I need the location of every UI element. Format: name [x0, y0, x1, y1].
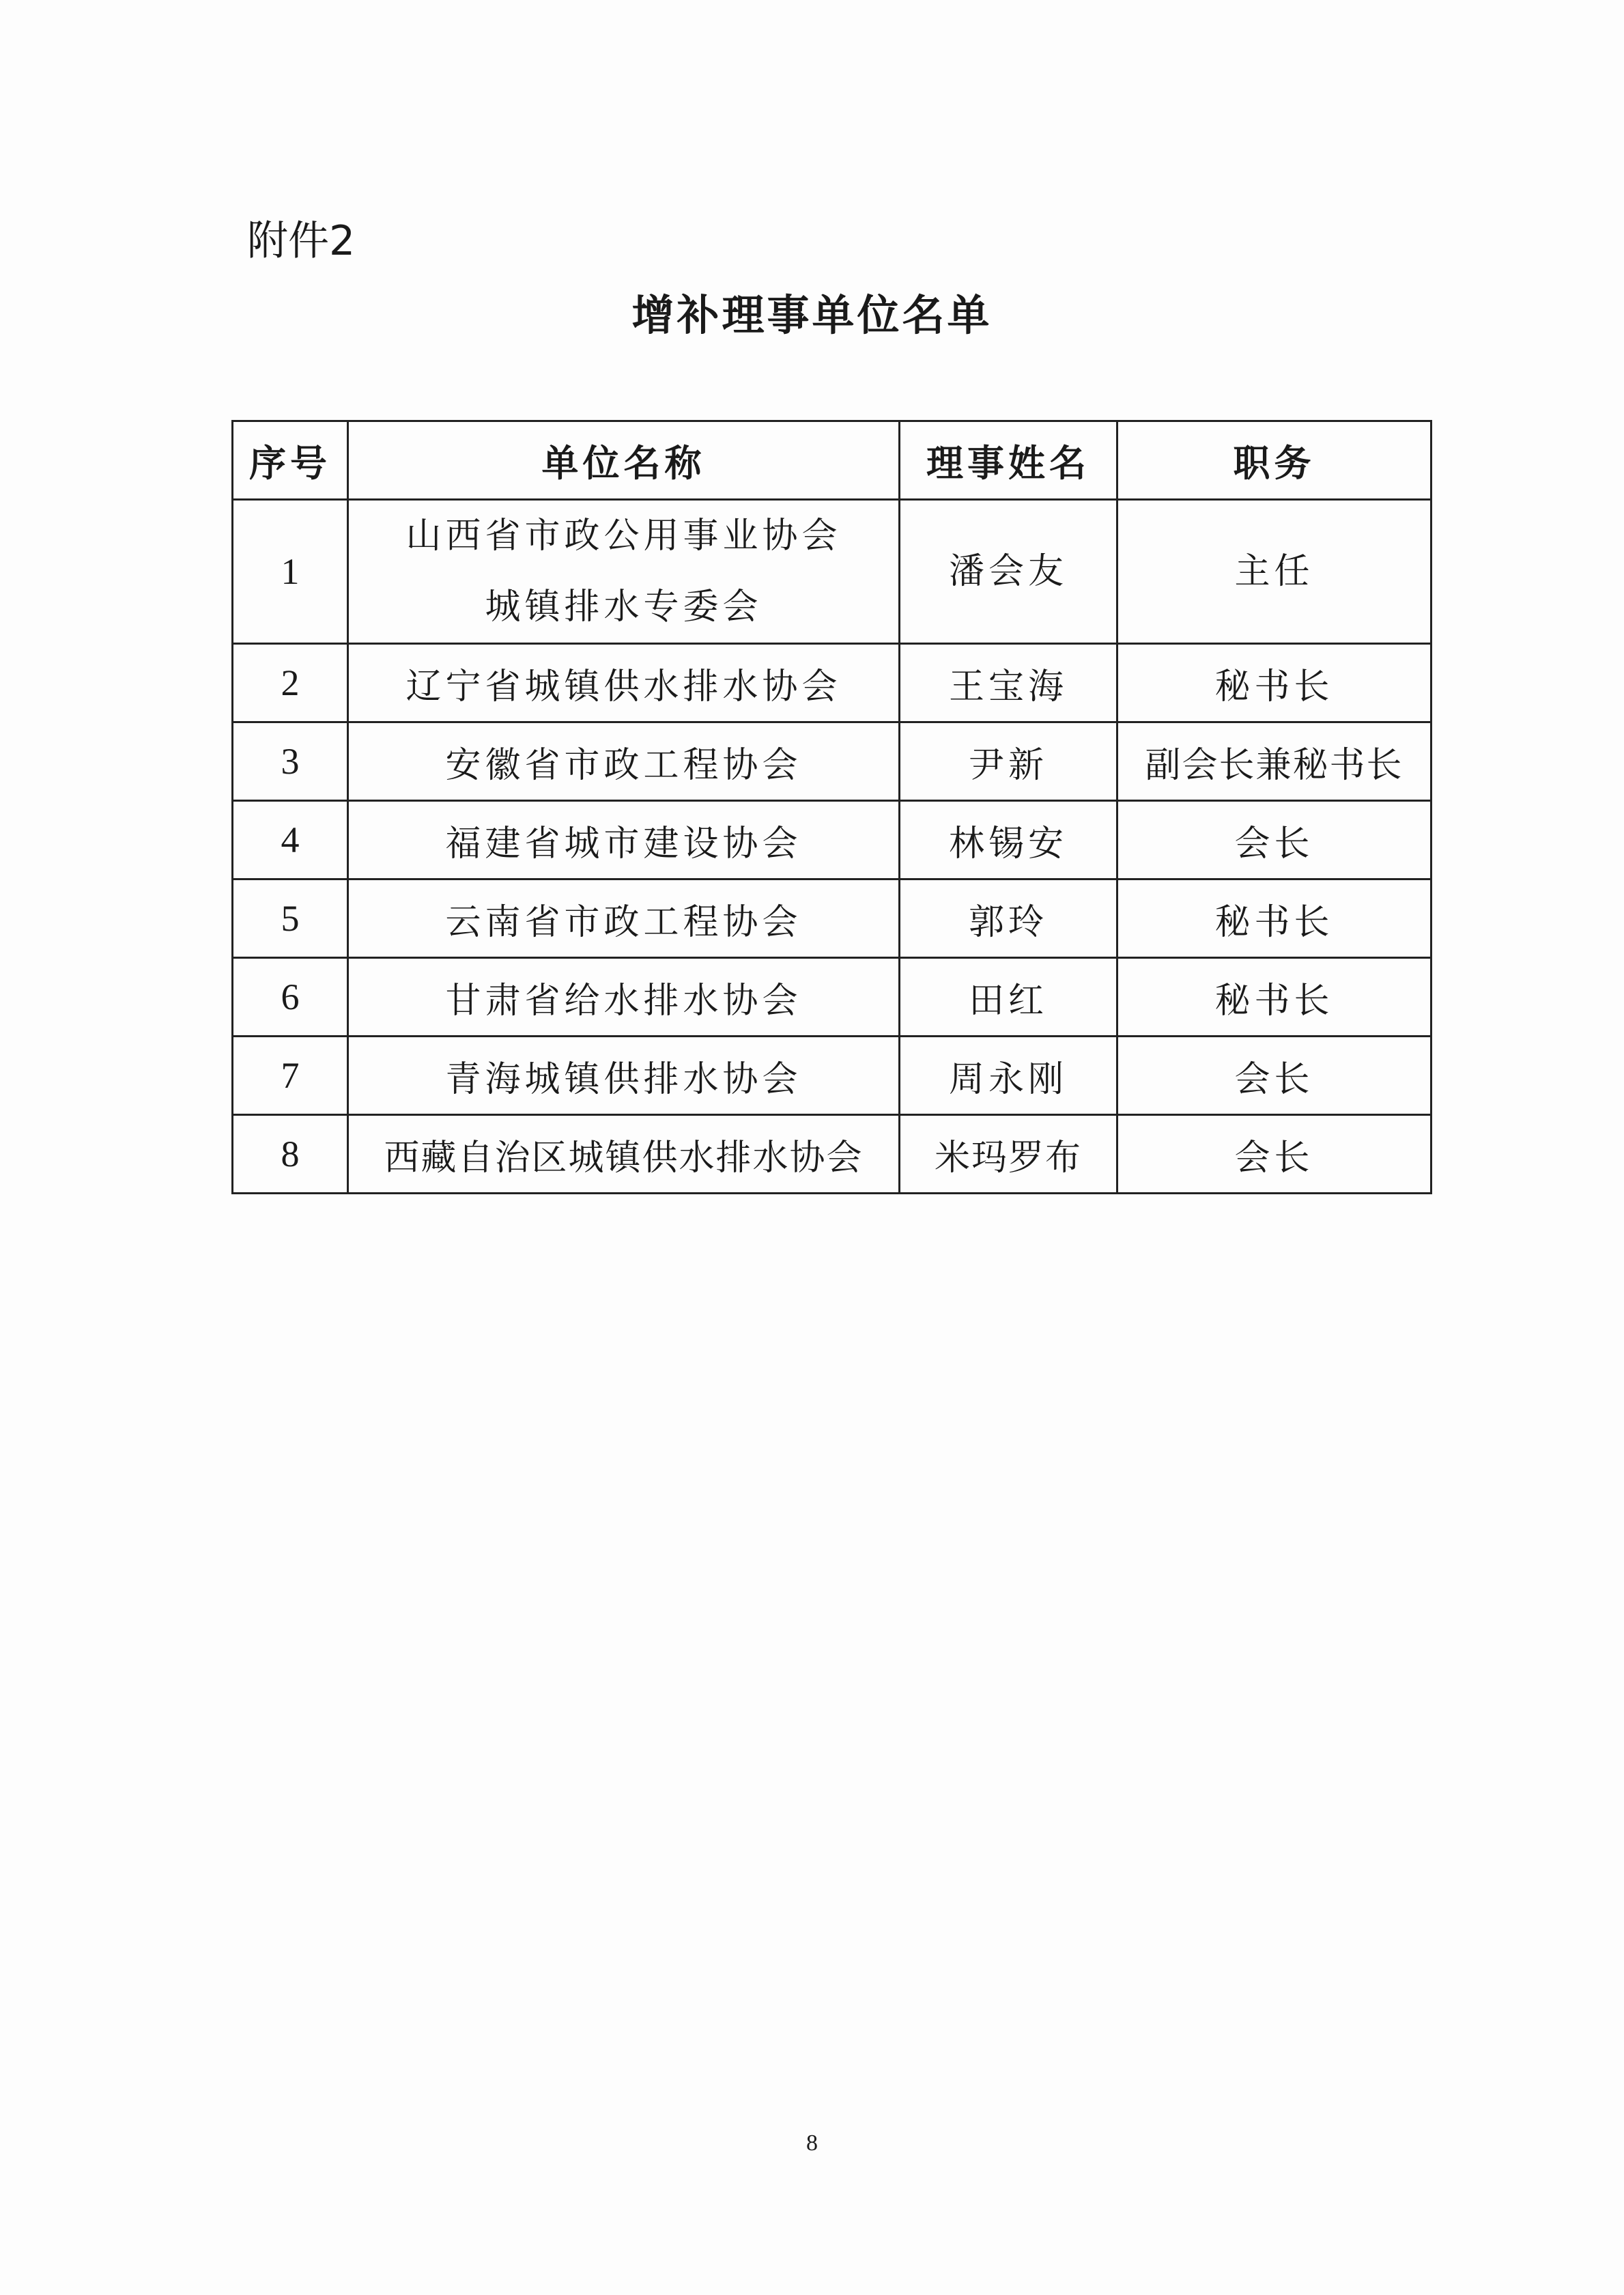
cell-position: 秘书长	[1117, 644, 1431, 722]
table-row	[233, 644, 1431, 722]
cell-unit: 辽宁省城镇供水排水协会	[348, 644, 900, 722]
page-number: 8	[806, 2130, 818, 2156]
cell-position: 会长	[1117, 801, 1431, 879]
cell-no: 2	[233, 644, 348, 722]
cell-name: 林锡安	[900, 801, 1117, 879]
cell-unit: 福建省城市建设协会	[348, 801, 900, 879]
cell-unit: 安徽省市政工程协会	[348, 722, 900, 801]
council-units-table	[231, 420, 1432, 1194]
attachment-label: 附件2	[247, 217, 356, 265]
cell-position: 主任	[1117, 500, 1431, 644]
cell-no: 6	[233, 958, 348, 1037]
header-unit: 单位名称	[348, 421, 900, 500]
cell-position: 会长	[1117, 1115, 1431, 1194]
cell-no: 1	[233, 500, 348, 644]
cell-position: 秘书长	[1117, 958, 1431, 1037]
table-header-row	[233, 421, 1431, 500]
cell-name: 潘会友	[900, 500, 1117, 644]
cell-name: 尹新	[900, 722, 1117, 801]
cell-no: 4	[233, 801, 348, 879]
cell-unit-line: 城镇排水专委会	[485, 587, 763, 628]
cell-name: 周永刚	[900, 1037, 1117, 1115]
cell-no: 3	[233, 722, 348, 801]
cell-no: 7	[233, 1037, 348, 1115]
cell-position: 秘书长	[1117, 879, 1431, 958]
table-row	[233, 879, 1431, 958]
cell-name: 郭玲	[900, 879, 1117, 958]
header-no: 序号	[233, 421, 348, 500]
cell-no: 8	[233, 1115, 348, 1194]
cell-unit	[348, 500, 900, 644]
table-row	[233, 1037, 1431, 1115]
cell-unit: 甘肃省给水排水协会	[348, 958, 900, 1037]
table-row	[233, 500, 1431, 644]
cell-unit-line: 山西省市政公用事业协会	[405, 516, 842, 557]
table-row	[233, 1115, 1431, 1194]
document-title: 增补理事单位名单	[631, 290, 993, 340]
header-name: 理事姓名	[900, 421, 1117, 500]
cell-position: 副会长兼秘书长	[1117, 722, 1431, 801]
cell-name: 米玛罗布	[900, 1115, 1117, 1194]
cell-name: 王宝海	[900, 644, 1117, 722]
cell-no: 5	[233, 879, 348, 958]
cell-unit: 西藏自治区城镇供水排水协会	[348, 1115, 900, 1194]
table-row	[233, 801, 1431, 879]
table-row	[233, 722, 1431, 801]
cell-position: 会长	[1117, 1037, 1431, 1115]
cell-unit: 青海城镇供排水协会	[348, 1037, 900, 1115]
cell-unit: 云南省市政工程协会	[348, 879, 900, 958]
header-position: 职务	[1117, 421, 1431, 500]
cell-name: 田红	[900, 958, 1117, 1037]
table-row	[233, 958, 1431, 1037]
